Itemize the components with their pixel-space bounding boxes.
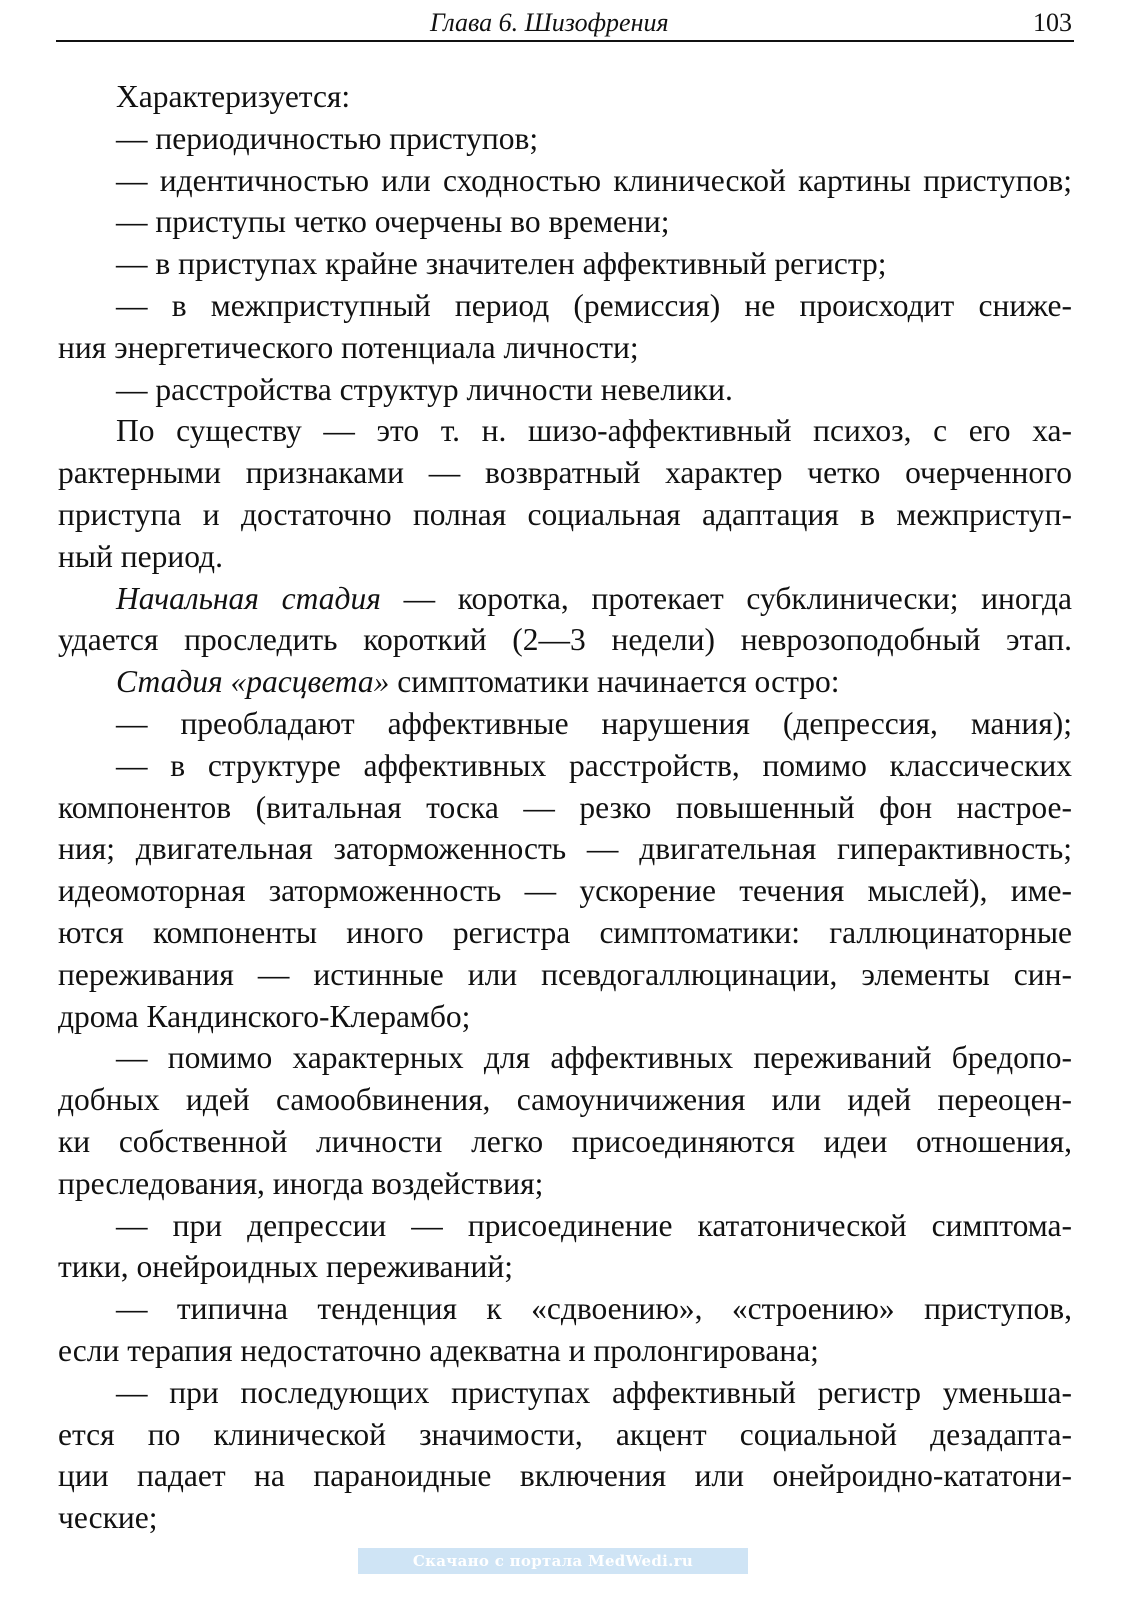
text-line: — в межприступный период (ремиссия) не происходит сниже- [116,287,1072,323]
text-line: — при депрессии — присоединение кататонической симптома- [116,1207,1072,1243]
text-line: идеомоторная заторможенность — ускорение течения мыслей), име- [58,873,1072,909]
text-line: ния; двигательная заторможенность — двигательная гиперактивность; [58,831,1072,867]
text-line: ный период. [58,538,223,574]
text-line: ции падает на параноидные включения или онейроидно-кататони- [58,1458,1072,1494]
text-line: — в структуре аффективных расстройств, помимо классических [116,747,1072,783]
text-line: удается проследить короткий (2—3 недели) неврозоподобный этап. [58,622,1072,658]
running-header [56,6,1074,42]
text-line: рактерными признаками — возвратный характер четко очерченного [58,455,1072,491]
text-line: ки собственной личности легко присоединяются идеи отношения, [58,1123,1072,1159]
text-line: приступа и достаточно полная социальная адаптация в межприступ- [58,496,1072,532]
text-line: — преобладают аффективные нарушения (депрессия, мания); [116,705,1072,741]
text-line: тики, онейроидных переживаний; [58,1249,513,1285]
page-number: 103 [1033,8,1072,37]
text-line: ется по клинической значимости, акцент социальной дезадапта- [58,1416,1072,1452]
text-line: — расстройства структур личности невелики. [116,371,733,407]
text-line: — приступы четко очерчены во времени; [116,204,670,240]
italic-term: Начальная стадия [116,580,381,616]
text-line: — при последующих приступах аффективный регистр уменьша- [116,1374,1072,1410]
text-line: ния энергетического потенциала личности; [58,329,639,365]
chapter-title: Глава 6. Шизофрения [430,8,669,37]
watermark-banner: Скачано с портала MedWedi.ru [358,1548,748,1574]
italic-term: Стадия «расцвета» [116,664,390,700]
text-line: если терапия недостаточно адекватна и пролонгирована; [58,1332,819,1368]
text-line: компонентов (витальная тоска — резко повышенный фон настрое- [58,789,1072,825]
text-line: — периодичностью приступов; [116,120,539,156]
text-line: ются компоненты иного регистра симптоматики: галлюцинаторные [58,914,1072,950]
text-line: преследования, иногда воздействия; [58,1165,544,1201]
text-line [58,578,1072,620]
text-line: дрома Кандинского-Клерамбо; [58,998,471,1034]
text-line: переживания — истинные или псевдогаллюцинации, элементы син- [58,956,1072,992]
text-line: Характеризуется: [116,79,351,114]
text-run: симптоматики начинается остро: [389,664,840,700]
text-line: добных идей самообвинения, самоуничижения или идей переоцен- [58,1082,1072,1118]
text-line [58,661,1072,703]
text-line: — идентичностью или сходностью клинической картины приступов; [116,162,1072,198]
text-line: По существу — это т. н. шизо-аффективный психоз, с его ха- [116,413,1072,449]
text-line: — помимо характерных для аффективных переживаний бредопо- [116,1040,1072,1076]
text-line: — типична тенденция к «сдвоению», «строению» приступов, [116,1291,1072,1327]
text-line: — в приступах крайне значителен аффективный регистр; [116,246,887,282]
text-run: — коротка, протекает субклинически; иногда [380,580,1072,616]
page-body [58,76,1072,1539]
text-line: ческие; [58,1500,158,1536]
